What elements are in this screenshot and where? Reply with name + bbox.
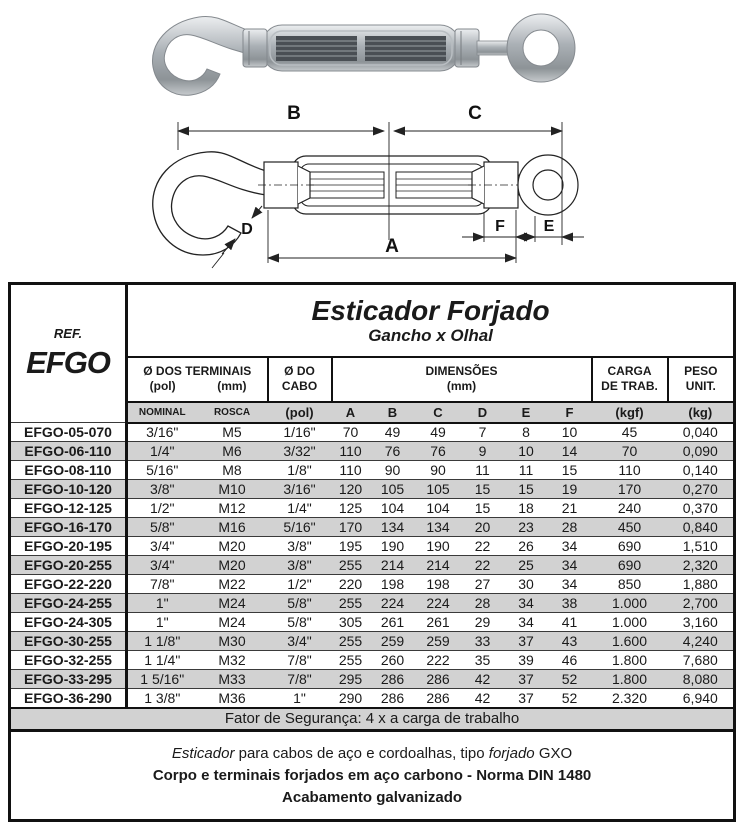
cell-e: 25 bbox=[505, 556, 548, 575]
cell-e: 30 bbox=[505, 575, 548, 594]
cell-ref: EFGO-33-295 bbox=[10, 670, 127, 689]
cell-c: 261 bbox=[416, 613, 461, 632]
cell-carga: 1.800 bbox=[592, 670, 668, 689]
table-row bbox=[10, 594, 735, 613]
cell-c: 49 bbox=[416, 423, 461, 442]
cell-b: 49 bbox=[370, 423, 416, 442]
cell-carga: 170 bbox=[592, 480, 668, 499]
header-title-row bbox=[10, 284, 735, 357]
cell-nominal: 1/4" bbox=[127, 442, 197, 461]
cell-b: 104 bbox=[370, 499, 416, 518]
unit-d: D bbox=[461, 402, 505, 423]
unit-e: E bbox=[505, 402, 548, 423]
header-peso-line2: UNIT. bbox=[685, 379, 716, 393]
cell-a: 255 bbox=[332, 651, 370, 670]
spec-table bbox=[8, 282, 736, 822]
cell-carga: 450 bbox=[592, 518, 668, 537]
footer-line-2: Corpo e terminais forjados em aço carbono - Norma DIN 1480 bbox=[152, 766, 592, 784]
cell-c: 222 bbox=[416, 651, 461, 670]
cell-b: 90 bbox=[370, 461, 416, 480]
cell-d: 11 bbox=[461, 461, 505, 480]
unit-rosca: ROSCA bbox=[197, 402, 268, 423]
dimension-drawing bbox=[153, 103, 584, 268]
cell-b: 105 bbox=[370, 480, 416, 499]
page-subtitle: Gancho x Olhal bbox=[368, 325, 493, 345]
cell-carga: 690 bbox=[592, 556, 668, 575]
cell-f: 28 bbox=[548, 518, 592, 537]
cell-rosca: M24 bbox=[197, 594, 268, 613]
cell-cabo: 1/2" bbox=[268, 575, 332, 594]
header-dimensoes-title: DIMENSÕES bbox=[425, 364, 498, 378]
header-carga bbox=[592, 357, 668, 402]
cell-cabo: 5/16" bbox=[268, 518, 332, 537]
cell-f: 52 bbox=[548, 689, 592, 708]
dim-label-f: F bbox=[495, 218, 505, 235]
table-row bbox=[10, 442, 735, 461]
header-terminais bbox=[127, 357, 268, 402]
cell-c: 286 bbox=[416, 689, 461, 708]
cell-rosca: M36 bbox=[197, 689, 268, 708]
cell-nominal: 1/2" bbox=[127, 499, 197, 518]
cell-rosca: M10 bbox=[197, 480, 268, 499]
header-terminais-title: Ø DOS TERMINAIS bbox=[143, 364, 252, 378]
cell-e: 8 bbox=[505, 423, 548, 442]
cell-peso: 0,040 bbox=[668, 423, 735, 442]
footer-line-3: Acabamento galvanizado bbox=[282, 788, 463, 806]
cell-ref: EFGO-24-305 bbox=[10, 613, 127, 632]
cell-e: 37 bbox=[505, 670, 548, 689]
table-row bbox=[10, 556, 735, 575]
cell-a: 295 bbox=[332, 670, 370, 689]
cell-ref: EFGO-12-125 bbox=[10, 499, 127, 518]
header-cabo-line2: CABO bbox=[281, 379, 318, 393]
ref-code: EFGO bbox=[26, 345, 110, 380]
cell-peso: 0,270 bbox=[668, 480, 735, 499]
cell-peso: 1,880 bbox=[668, 575, 735, 594]
cell-a: 195 bbox=[332, 537, 370, 556]
header-terminais-mm: (mm) bbox=[217, 379, 247, 393]
cell-e: 11 bbox=[505, 461, 548, 480]
cell-c: 104 bbox=[416, 499, 461, 518]
table-row bbox=[10, 632, 735, 651]
cell-d: 42 bbox=[461, 689, 505, 708]
cell-f: 19 bbox=[548, 480, 592, 499]
turnbuckle-graphics bbox=[0, 0, 754, 281]
turnbuckle-photo bbox=[152, 14, 575, 95]
cell-b: 190 bbox=[370, 537, 416, 556]
cell-peso: 7,680 bbox=[668, 651, 735, 670]
cell-nominal: 5/16" bbox=[127, 461, 197, 480]
cell-carga: 1.800 bbox=[592, 651, 668, 670]
safety-factor-note: Fator de Segurança: 4 x a carga de trabalho bbox=[10, 708, 735, 731]
unit-a: A bbox=[332, 402, 370, 423]
dim-label-c: C bbox=[468, 103, 482, 124]
unit-b: B bbox=[370, 402, 416, 423]
unit-cabo: (pol) bbox=[268, 402, 332, 423]
cell-d: 15 bbox=[461, 499, 505, 518]
cell-c: 134 bbox=[416, 518, 461, 537]
cell-c: 286 bbox=[416, 670, 461, 689]
cell-a: 255 bbox=[332, 594, 370, 613]
cell-a: 120 bbox=[332, 480, 370, 499]
cell-carga: 1.000 bbox=[592, 594, 668, 613]
table-row bbox=[10, 651, 735, 670]
cell-c: 90 bbox=[416, 461, 461, 480]
cell-d: 22 bbox=[461, 537, 505, 556]
safety-factor-row bbox=[10, 708, 735, 731]
cell-peso: 4,240 bbox=[668, 632, 735, 651]
cell-a: 255 bbox=[332, 556, 370, 575]
cell-d: 27 bbox=[461, 575, 505, 594]
cell-a: 220 bbox=[332, 575, 370, 594]
cell-ref: EFGO-22-220 bbox=[10, 575, 127, 594]
cell-rosca: M33 bbox=[197, 670, 268, 689]
cell-e: 26 bbox=[505, 537, 548, 556]
dim-label-a: A bbox=[385, 236, 399, 257]
cell-ref: EFGO-08-110 bbox=[10, 461, 127, 480]
cell-ref: EFGO-24-255 bbox=[10, 594, 127, 613]
cell-b: 198 bbox=[370, 575, 416, 594]
page-title: Esticador Forjado bbox=[311, 294, 550, 326]
cell-a: 125 bbox=[332, 499, 370, 518]
cell-ref: EFGO-10-120 bbox=[10, 480, 127, 499]
cell-b: 286 bbox=[370, 670, 416, 689]
cell-f: 34 bbox=[548, 575, 592, 594]
unit-f: F bbox=[548, 402, 592, 423]
cell-f: 10 bbox=[548, 423, 592, 442]
cell-rosca: M5 bbox=[197, 423, 268, 442]
cell-d: 29 bbox=[461, 613, 505, 632]
cell-f: 38 bbox=[548, 594, 592, 613]
cell-c: 214 bbox=[416, 556, 461, 575]
cell-b: 76 bbox=[370, 442, 416, 461]
table-row bbox=[10, 613, 735, 632]
cell-a: 290 bbox=[332, 689, 370, 708]
cell-peso: 1,510 bbox=[668, 537, 735, 556]
cell-e: 10 bbox=[505, 442, 548, 461]
cell-b: 214 bbox=[370, 556, 416, 575]
cell-c: 105 bbox=[416, 480, 461, 499]
cell-b: 260 bbox=[370, 651, 416, 670]
unit-nominal: NOMINAL bbox=[127, 402, 197, 423]
cell-ref: EFGO-20-255 bbox=[10, 556, 127, 575]
cell-peso: 3,160 bbox=[668, 613, 735, 632]
cell-e: 39 bbox=[505, 651, 548, 670]
cell-ref: EFGO-16-170 bbox=[10, 518, 127, 537]
cell-carga: 45 bbox=[592, 423, 668, 442]
cell-e: 37 bbox=[505, 632, 548, 651]
cell-peso: 8,080 bbox=[668, 670, 735, 689]
cell-nominal: 1 3/8" bbox=[127, 689, 197, 708]
cell-peso: 0,840 bbox=[668, 518, 735, 537]
cell-cabo: 3/8" bbox=[268, 556, 332, 575]
cell-ref: EFGO-32-255 bbox=[10, 651, 127, 670]
header-peso bbox=[668, 357, 735, 402]
cell-ref: EFGO-36-290 bbox=[10, 689, 127, 708]
cell-nominal: 1" bbox=[127, 613, 197, 632]
cell-e: 23 bbox=[505, 518, 548, 537]
table-row bbox=[10, 575, 735, 594]
cell-ref: EFGO-30-255 bbox=[10, 632, 127, 651]
cell-carga: 70 bbox=[592, 442, 668, 461]
table-row bbox=[10, 461, 735, 480]
cell-a: 110 bbox=[332, 461, 370, 480]
footer-row bbox=[10, 731, 735, 821]
table-body bbox=[10, 423, 735, 821]
cell-f: 41 bbox=[548, 613, 592, 632]
cell-cabo: 7/8" bbox=[268, 651, 332, 670]
cell-carga: 690 bbox=[592, 537, 668, 556]
table-row bbox=[10, 423, 735, 442]
cell-cabo: 1/8" bbox=[268, 461, 332, 480]
cell-f: 15 bbox=[548, 461, 592, 480]
cell-b: 261 bbox=[370, 613, 416, 632]
footer-text-a: para cabos de aço e cordoalhas, tipo bbox=[234, 744, 489, 762]
header-carga-line2: DE TRAB. bbox=[601, 379, 658, 393]
cell-rosca: M30 bbox=[197, 632, 268, 651]
cell-cabo: 5/8" bbox=[268, 613, 332, 632]
cell-d: 42 bbox=[461, 670, 505, 689]
cell-rosca: M12 bbox=[197, 499, 268, 518]
cell-cabo: 1/16" bbox=[268, 423, 332, 442]
cell-e: 34 bbox=[505, 613, 548, 632]
cell-nominal: 1 1/8" bbox=[127, 632, 197, 651]
cell-nominal: 3/16" bbox=[127, 423, 197, 442]
cell-cabo: 3/16" bbox=[268, 480, 332, 499]
cell-rosca: M20 bbox=[197, 556, 268, 575]
header-carga-line1: CARGA bbox=[607, 364, 652, 378]
dim-label-e: E bbox=[543, 218, 555, 235]
cell-a: 255 bbox=[332, 632, 370, 651]
cell-f: 52 bbox=[548, 670, 592, 689]
cell-a: 70 bbox=[332, 423, 370, 442]
cell-rosca: M24 bbox=[197, 613, 268, 632]
cell-f: 34 bbox=[548, 537, 592, 556]
unit-carga: (kgf) bbox=[592, 402, 668, 423]
table-row bbox=[10, 670, 735, 689]
cell-rosca: M8 bbox=[197, 461, 268, 480]
cell-carga: 1.000 bbox=[592, 613, 668, 632]
cell-e: 18 bbox=[505, 499, 548, 518]
cell-rosca: M32 bbox=[197, 651, 268, 670]
cell-a: 305 bbox=[332, 613, 370, 632]
cell-peso: 2,700 bbox=[668, 594, 735, 613]
artwork-area bbox=[0, 0, 754, 281]
cell-f: 14 bbox=[548, 442, 592, 461]
footer-forjado: forjado bbox=[488, 744, 535, 762]
table-row bbox=[10, 518, 735, 537]
title-cell bbox=[127, 284, 735, 357]
cell-ref: EFGO-20-195 bbox=[10, 537, 127, 556]
table-row bbox=[10, 480, 735, 499]
dim-label-b: B bbox=[287, 103, 301, 124]
footer-notes bbox=[10, 731, 735, 821]
cell-nominal: 5/8" bbox=[127, 518, 197, 537]
cell-d: 7 bbox=[461, 423, 505, 442]
cell-nominal: 3/4" bbox=[127, 537, 197, 556]
ref-cell bbox=[10, 284, 127, 423]
footer-line-1 bbox=[11, 743, 733, 765]
cell-carga: 1.600 bbox=[592, 632, 668, 651]
cell-f: 34 bbox=[548, 556, 592, 575]
cell-b: 134 bbox=[370, 518, 416, 537]
cell-f: 21 bbox=[548, 499, 592, 518]
table-row bbox=[10, 537, 735, 556]
header-peso-line1: PESO bbox=[684, 364, 718, 378]
cell-b: 259 bbox=[370, 632, 416, 651]
unit-peso: (kg) bbox=[668, 402, 735, 423]
cell-e: 15 bbox=[505, 480, 548, 499]
cell-cabo: 3/32" bbox=[268, 442, 332, 461]
cell-b: 286 bbox=[370, 689, 416, 708]
cell-nominal: 1 5/16" bbox=[127, 670, 197, 689]
cell-rosca: M20 bbox=[197, 537, 268, 556]
footer-gxo: GXO bbox=[534, 744, 573, 762]
cell-carga: 240 bbox=[592, 499, 668, 518]
cell-cabo: 3/8" bbox=[268, 537, 332, 556]
cell-d: 28 bbox=[461, 594, 505, 613]
cell-e: 34 bbox=[505, 594, 548, 613]
cell-d: 22 bbox=[461, 556, 505, 575]
cell-cabo: 1/4" bbox=[268, 499, 332, 518]
cell-c: 224 bbox=[416, 594, 461, 613]
cell-a: 170 bbox=[332, 518, 370, 537]
cell-carga: 2.320 bbox=[592, 689, 668, 708]
cell-cabo: 3/4" bbox=[268, 632, 332, 651]
cell-cabo: 5/8" bbox=[268, 594, 332, 613]
cell-nominal: 3/4" bbox=[127, 556, 197, 575]
cell-ref: EFGO-05-070 bbox=[10, 423, 127, 442]
dim-label-d: D bbox=[241, 221, 253, 238]
cell-f: 43 bbox=[548, 632, 592, 651]
header-terminais-pol: (pol) bbox=[149, 379, 176, 393]
cell-nominal: 1 1/4" bbox=[127, 651, 197, 670]
cell-a: 110 bbox=[332, 442, 370, 461]
cell-cabo: 1" bbox=[268, 689, 332, 708]
cell-b: 224 bbox=[370, 594, 416, 613]
cell-c: 198 bbox=[416, 575, 461, 594]
cell-d: 33 bbox=[461, 632, 505, 651]
header-dimensoes bbox=[332, 357, 592, 402]
cell-carga: 850 bbox=[592, 575, 668, 594]
cell-peso: 0,370 bbox=[668, 499, 735, 518]
header-cabo-line1: Ø DO bbox=[284, 364, 315, 378]
cell-peso: 2,320 bbox=[668, 556, 735, 575]
cell-carga: 110 bbox=[592, 461, 668, 480]
cell-c: 259 bbox=[416, 632, 461, 651]
cell-peso: 0,140 bbox=[668, 461, 735, 480]
cell-c: 190 bbox=[416, 537, 461, 556]
cell-rosca: M22 bbox=[197, 575, 268, 594]
ref-label: REF. bbox=[53, 326, 83, 341]
cell-nominal: 1" bbox=[127, 594, 197, 613]
header-cabo bbox=[268, 357, 332, 402]
unit-c: C bbox=[416, 402, 461, 423]
cell-nominal: 7/8" bbox=[127, 575, 197, 594]
cell-d: 35 bbox=[461, 651, 505, 670]
table-row bbox=[10, 689, 735, 708]
cell-cabo: 7/8" bbox=[268, 670, 332, 689]
cell-e: 37 bbox=[505, 689, 548, 708]
cell-d: 15 bbox=[461, 480, 505, 499]
cell-peso: 0,090 bbox=[668, 442, 735, 461]
table-row bbox=[10, 499, 735, 518]
cell-rosca: M6 bbox=[197, 442, 268, 461]
cell-d: 9 bbox=[461, 442, 505, 461]
header-dimensoes-unit: (mm) bbox=[446, 379, 477, 393]
cell-c: 76 bbox=[416, 442, 461, 461]
cell-ref: EFGO-06-110 bbox=[10, 442, 127, 461]
cell-f: 46 bbox=[548, 651, 592, 670]
cell-rosca: M16 bbox=[197, 518, 268, 537]
footer-esticador: Esticador bbox=[171, 744, 235, 762]
cell-nominal: 3/8" bbox=[127, 480, 197, 499]
cell-peso: 6,940 bbox=[668, 689, 735, 708]
cell-d: 20 bbox=[461, 518, 505, 537]
